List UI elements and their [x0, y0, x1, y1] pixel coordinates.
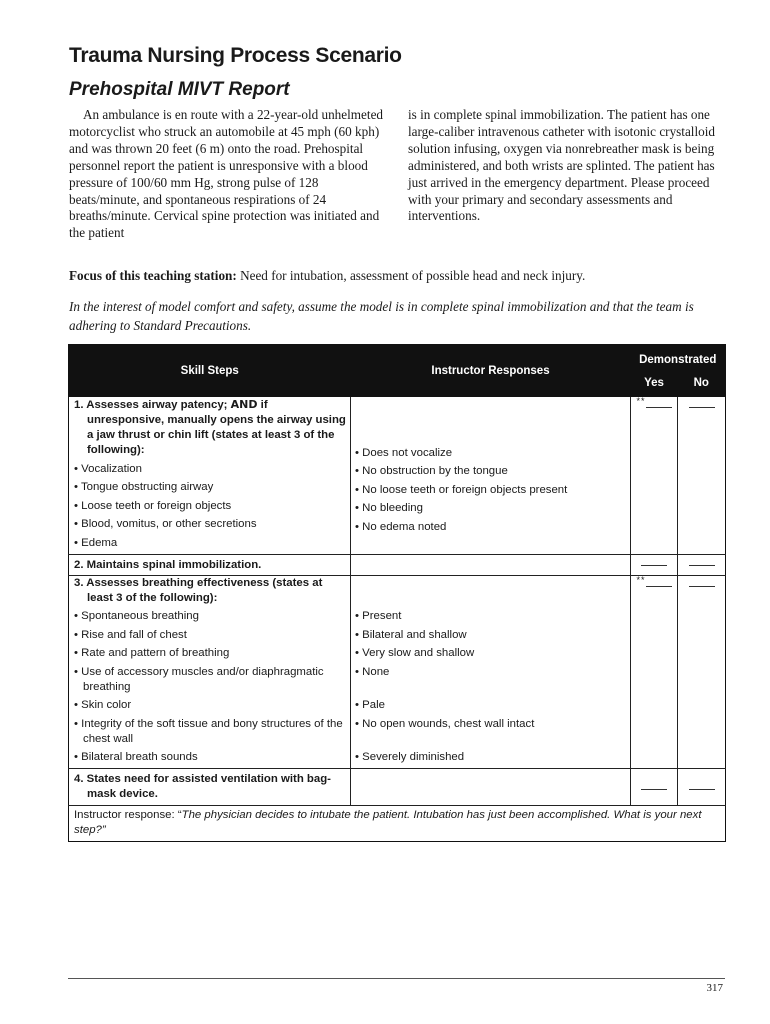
step-3-no[interactable] — [678, 575, 726, 769]
response-item: • Present — [355, 610, 402, 622]
list-item: • Use of accessory muscles and/or diaphragmatic breathing — [74, 665, 324, 693]
step-1-title: 1. Assesses airway patency; AND if unresponsive, manually opens the airway using a jaw thrust or chin lift (states at least 3 of the following): — [74, 398, 346, 456]
list-item: • Rise and fall of chest — [74, 628, 187, 641]
step-2-skills — [69, 554, 351, 575]
list-item: • Blood, vomitus, or other secretions — [74, 518, 257, 530]
list-item: • Edema — [74, 536, 118, 549]
critical-mark: ** — [636, 574, 646, 585]
step-4-responses — [351, 769, 631, 806]
no-blank[interactable] — [689, 397, 715, 408]
list-item: • Rate and pattern of breathing — [74, 647, 230, 659]
response-item: • Very slow and shallow — [355, 647, 475, 659]
response-item: • Does not vocalize — [355, 446, 453, 459]
scenario-subtitle: Prehospital MIVT Report — [69, 79, 290, 100]
list-item: • Vocalization — [74, 462, 142, 475]
step-3-yes[interactable] — [631, 575, 678, 769]
header-skill-steps: Skill Steps — [69, 345, 351, 398]
focus-label: Focus of this teaching station: — [69, 268, 237, 283]
no-blank[interactable] — [689, 779, 715, 790]
table-row — [69, 397, 726, 554]
list-item: • Tongue obstructing airway — [74, 481, 214, 493]
step-1-no[interactable] — [678, 397, 726, 554]
no-blank[interactable] — [689, 576, 715, 587]
focus-text: Need for intubation, assessment of possible head and neck injury. — [240, 268, 586, 283]
emphasis-and: AND — [230, 398, 258, 411]
response-item: • No bleeding — [355, 502, 423, 514]
list-item: • Bilateral breath sounds — [74, 751, 198, 763]
yes-blank[interactable] — [641, 555, 667, 566]
response-item: • Bilateral and shallow — [355, 628, 467, 641]
step-2-yes[interactable] — [631, 554, 678, 575]
step-4-yes[interactable] — [631, 769, 678, 806]
step-1-skills — [69, 397, 351, 554]
list-item: • Loose teeth or foreign objects — [74, 499, 232, 512]
step-3-title: 3. Assesses breathing effectiveness (states at least 3 of the following): — [74, 576, 323, 604]
response-item: • None — [355, 665, 390, 678]
yes-blank[interactable] — [646, 576, 672, 587]
response-item: • No edema noted — [355, 520, 447, 533]
step-4-skills — [69, 769, 351, 806]
response-item: • No loose teeth or foreign objects present — [355, 483, 568, 496]
step-3-skills — [69, 575, 351, 769]
page-number: 317 — [706, 982, 723, 994]
header-no: No — [678, 370, 726, 397]
page-title: Trauma Nursing Process Scenario — [69, 44, 402, 67]
footer-rule — [68, 978, 725, 979]
table-row — [69, 554, 726, 575]
step-4-title: 4. States need for assisted ventilation with bag-mask device. — [74, 773, 331, 800]
table-row — [69, 575, 726, 769]
step-2-title: 2. Maintains spinal immobilization. — [74, 558, 262, 571]
step-2-responses — [351, 554, 631, 575]
list-item: • Skin color — [74, 699, 132, 711]
response-item: • No open wounds, chest wall intact — [355, 717, 535, 730]
step-4-no[interactable] — [678, 769, 726, 806]
instructor-response: Instructor response: “The physician decides to intubate the patient. Intubation has just been accomplished. What is your next step?” — [69, 806, 726, 842]
instructor-response-row — [69, 806, 726, 842]
response-item: • No obstruction by the tongue — [355, 465, 508, 477]
response-item: • Pale — [355, 699, 385, 711]
header-yes: Yes — [631, 370, 678, 397]
list-item: • Spontaneous breathing — [74, 610, 199, 622]
step-3-responses — [351, 575, 631, 769]
yes-blank[interactable] — [641, 779, 667, 790]
list-item: • Integrity of the soft tissue and bony structures of the chest wall — [74, 717, 343, 745]
step-1-yes[interactable] — [631, 397, 678, 554]
intro-paragraph-right: is in complete spinal immobilization. The patient has one large-caliber intravenous catheter with isotonic crystalloid solution infusing, oxygen via nonrebreather mask is being administered, and both wrists are splinted. The patient has just arrived in the emergency department. Please proceed with your primary and secondary assessments and interventions. — [408, 107, 715, 224]
yes-blank[interactable] — [646, 397, 672, 408]
focus-statement — [69, 268, 729, 284]
intro-paragraph-left: An ambulance is en route with a 22-year-old unhelmeted motorcyclist who struck an automobile at 45 mph (60 kph) and was thrown 20 feet (6 m) onto the road. Prehospital personnel report the patient is unresponsive with a blood pressure of 100/60 mm Hg, strong pulse of 128 beats/minute, and spontaneous respirations of 24 breaths/minute. Cervical spine protection was initiated and the patient — [69, 107, 384, 241]
critical-mark: ** — [636, 396, 646, 406]
table-row — [69, 769, 726, 806]
no-blank[interactable] — [689, 555, 715, 566]
safety-note: In the interest of model comfort and safety, assume the model is in complete spinal immobilization and that the team is adhering to Standard Precautions. — [69, 299, 694, 333]
header-demonstrated: Demonstrated — [631, 345, 726, 371]
skills-checklist-table — [68, 344, 726, 842]
header-instructor-responses: Instructor Responses — [351, 345, 631, 398]
step-2-no[interactable] — [678, 554, 726, 575]
response-item: • Severely diminished — [355, 751, 465, 763]
step-1-responses — [351, 397, 631, 554]
